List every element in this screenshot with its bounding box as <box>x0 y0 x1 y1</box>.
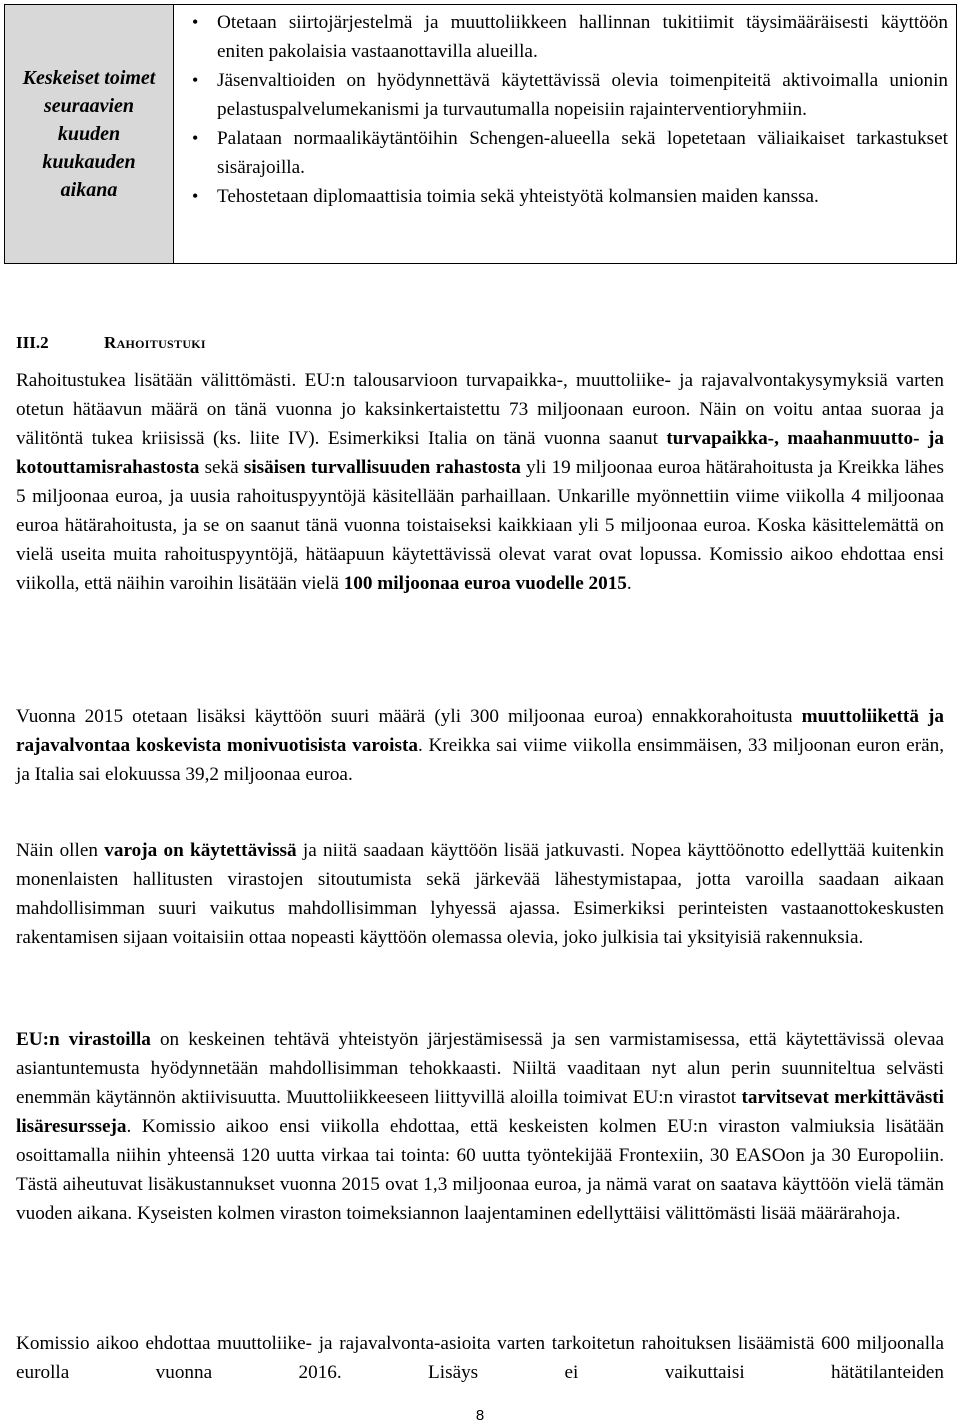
section-title: Rahoitustuki <box>104 333 206 352</box>
text-run-bold: varoja on käytettävissä <box>104 840 297 861</box>
text-run: . <box>626 573 632 594</box>
text-run-bold: turvapaikka-, maahanmuutto- ja kotouttamisrahastosta <box>16 428 944 478</box>
text-run: Komissio aikoo ehdottaa muuttoliike- ja rajavalvonta-asioita varten tarkoitetun rahoituksen lisäämistä 600 miljoonalla eurolla vuonna 2016. Lisäys ei vaikuttaisi hätätilanteiden <box>16 1333 944 1383</box>
text-run: . Komissio aikoo ensi viikolla ehdottaa, että keskeisten kolmen EU:n viraston valmiuksia lisätään osoittamalla niihin yhteensä 120 uutta virkaa tai tointa: 60 uutta työntekijää Frontexiin, 30 EASOon ja 30 Europoliin. Tästä aiheutuvat lisäkustannukset vuonna 2015 ovat 1,3 miljoonaa euroa, ja nämä varat on saatava käyttöön vielä tämän vuoden aikana. Kyseisten kolmen viraston toimeksiannon laajentaminen edellyttäisi välittömästi lisää määrärahoja. <box>16 1116 944 1224</box>
text-run: yli 19 miljoonaa euroa hätärahoitusta ja Kreikka lähes 5 miljoonaa euroa, ja uusia rahoituspyyntöjä käsitellään parhaillaan. Unkarille myönnettiin viime viikolla 4 miljoonaa euroa hätärahoitusta, ja se on saanut tänä vuonna toistaiseksi kaikkiaan yli 5 miljoonaa euroa. Koska käsittelemättä on vielä useita muita rahoituspyyntöjä, hätäapuun käytettävissä olevat varat ovat lopussa. Komissio aikoo ehdottaa ensi viikolla, että näihin varoihin lisätään vielä <box>16 457 944 594</box>
text-run: Näin ollen <box>16 840 105 861</box>
section-heading <box>16 333 206 353</box>
key-actions-table <box>4 4 957 264</box>
key-actions-label-cell <box>5 5 174 264</box>
paragraph-2016-funding <box>16 1329 944 1387</box>
text-run: sekä <box>199 457 244 478</box>
text-run: on keskeinen tehtävä yhteistyön järjestämisessä ja sen varmistamisessa, että käytettävissä olevaa asiantuntemusta hyödynnetään mahdollisimman tehokkaasti. Niiltä vaaditaan nyt alun perin suunniteltua selvästi enemmän käytännön aktiivisuutta. Muuttoliikkeeseen liittyvillä aloilla toimivat EU:n virastot <box>16 1029 944 1108</box>
text-run-bold: muuttoliikettä ja rajavalvontaa koskevista monivuotisista varoista <box>16 706 944 756</box>
page-number: 8 <box>475 1407 485 1424</box>
key-actions-list <box>186 8 948 211</box>
text-run: . Kreikka sai viime viikolla ensimmäisen, 33 miljoonan euron erän, ja Italia sai elokuussa 39,2 miljoonaa euroa. <box>16 735 944 785</box>
key-action-item: • Otetaan siirtojärjestelmä ja muuttoliikkeen hallinnan tukitiimit täysimääräisesti käyttöön eniten pakolaisia vastaanottavilla alueilla. <box>186 8 948 66</box>
paragraph-funding-increase <box>16 366 944 598</box>
key-action-item: • Palataan normaalikäytäntöihin Schengen-alueella sekä lopetetaan väliaikaiset tarkastukset sisärajoilla. <box>186 124 948 182</box>
section-number: III.2 <box>16 333 49 352</box>
paragraph-prefinancing <box>16 702 944 789</box>
text-run-bold: 100 miljoonaa euroa vuodelle 2015 <box>343 573 627 594</box>
text-run-bold: sisäisen turvallisuuden rahastosta <box>243 457 521 478</box>
paragraph-funds-available <box>16 836 944 952</box>
text-run: Vuonna 2015 otetaan lisäksi käyttöön suuri määrä (yli 300 miljoonaa euroa) ennakkorahoitusta <box>16 706 802 727</box>
text-run-bold: tarvitsevat merkittävästi lisäresursseja <box>16 1087 944 1137</box>
key-action-item: • Jäsenvaltioiden on hyödynnettävä käytettävissä olevia toimenpiteitä aktivoimalla unionin pelastuspalvelumekanismi ja turvautumalla nopeisiin rajainterventioryhmiin. <box>186 66 948 124</box>
key-action-item: • Tehostetaan diplomaattisia toimia sekä yhteistyötä kolmansien maiden kanssa. <box>186 182 948 211</box>
text-run: ja niitä saadaan käyttöön lisää jatkuvasti. Nopea käyttöönotto edellyttää kuitenkin monenlaisten hallitusten virastojen sitoutumista sekä järkevää lähestymistapaa, jotta varoilla saadaan aikaan mahdollisimman suuri vaikutus mahdollisimman lyhyessä ajassa. Esimerkiksi perinteisten vastaanottokeskusten rakentamisen sijaan voitaisiin ottaa nopeasti käyttöön olemassa olevia, joko julkisia tai yksityisiä rakennuksia. <box>16 840 945 948</box>
key-actions-content-cell <box>174 5 957 264</box>
paragraph-eu-agencies <box>16 1025 944 1228</box>
text-run: Rahoitustukea lisätään välittömästi. EU:n talousarvioon turvapaikka-, muuttoliike- ja rajavalvontakysymyksiä varten otetun hätäavun määrä on tänä vuonna jo kaksinkertaistettu 73 miljoonaan euroon. Näin on voitu antaa suoraa ja välitöntä tukea kriisissä (ks. liite IV). Esimerkiksi Italia on tänä vuonna saanut <box>16 370 944 449</box>
text-run-bold: EU:n virastoilla <box>16 1029 151 1050</box>
key-actions-label: Keskeiset toimet seuraavien kuuden kuukauden aikana <box>22 67 156 201</box>
